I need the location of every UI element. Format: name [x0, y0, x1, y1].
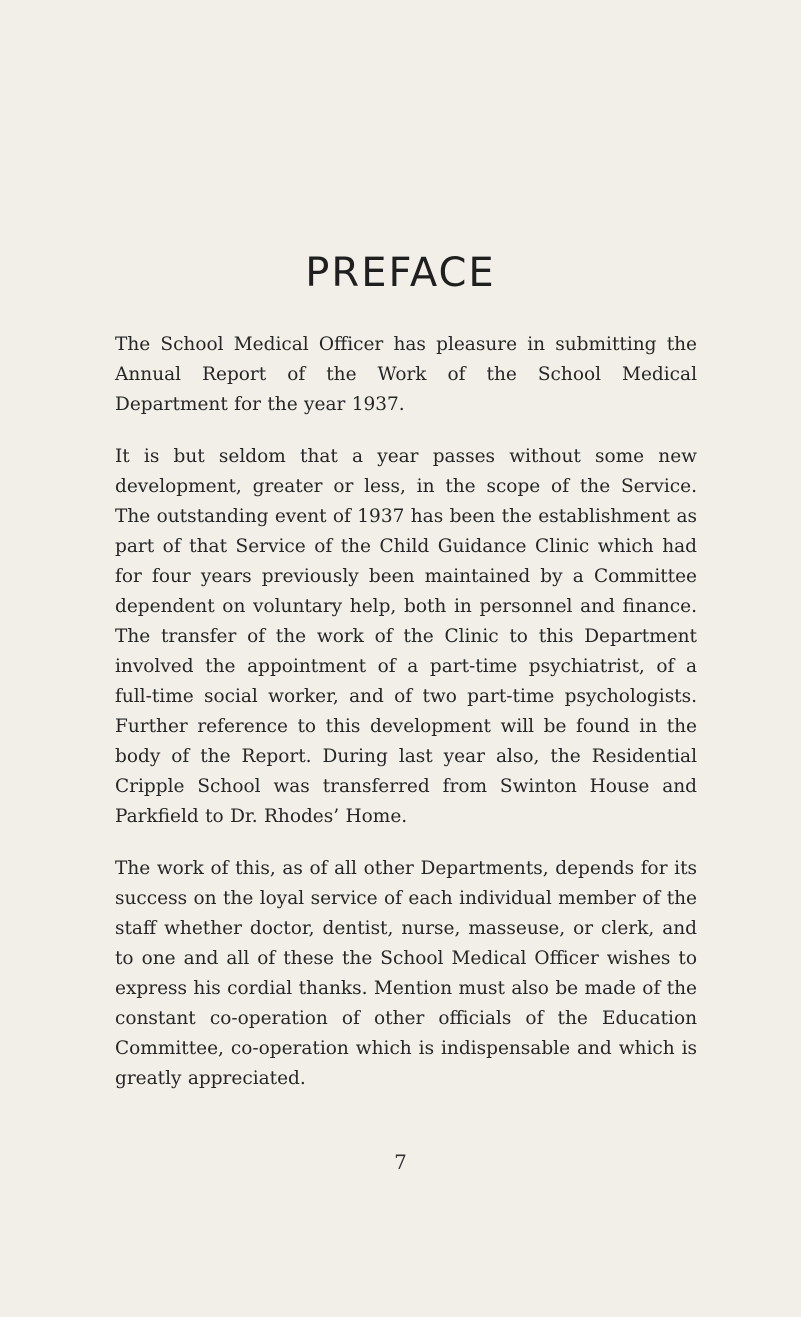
paragraph-3: The work of this, as of all other Departments, depends for its success on the loyal service of each individual member of the staff whether doctor, dentist, nurse, masseuse, or clerk, and to one and all of these the School Medical Officer wishes to express his cordial thanks. Mention must also be made of the constant co-operation of other officials of the Education Committee, co-operation which is indispensable and which is greatly appreciated. [115, 858, 697, 1089]
preface-body [115, 330, 697, 1116]
page-title: PREFACE [305, 250, 496, 296]
paragraph-1: The School Medical Officer has pleasure in submitting the Annual Report of the Work of the School Medical Department for the year 1937. [115, 334, 697, 415]
paragraph-2: It is but seldom that a year passes without some new development, greater or less, in the scope of the Service. The outstanding event of 1937 has been the establishment as part of that Service of the Child Guidance Clinic which had for four years previously been maintained by a Committee dependent on voluntary help, both in personnel and finance. The transfer of the work of the Clinic to this Department involved the appointment of a part-time psychiatrist, of a full-time social worker, and of two part-time psychologists. Further reference to this development will be found in the body of the Report. During last year also, the Residential Cripple School was transferred from Swinton House and Parkfield to Dr. Rhodes’ Home. [115, 446, 698, 827]
page-number: 7 [394, 1150, 407, 1174]
